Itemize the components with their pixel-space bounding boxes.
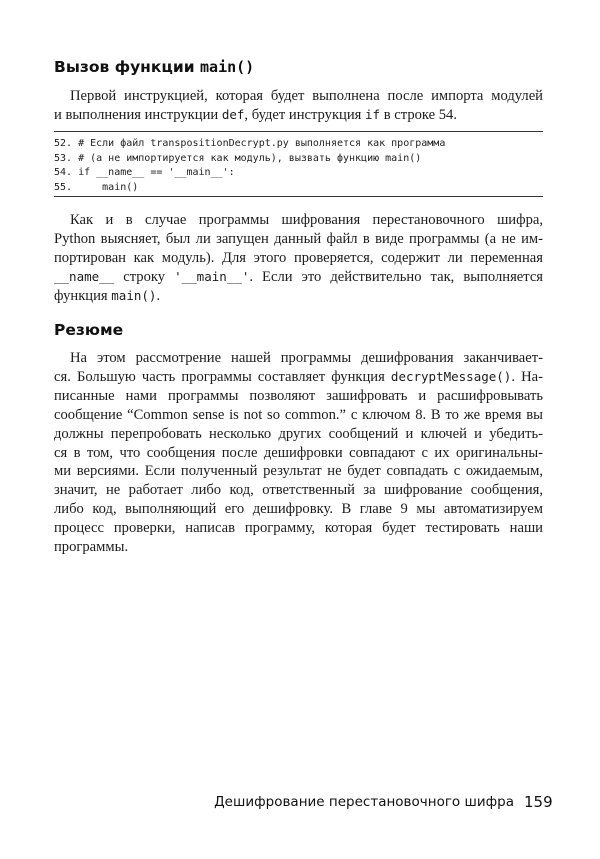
- page-footer: [0, 794, 600, 814]
- text-run: ся в том, что сообщения после дешифровки совпадают с их оригинальны-: [54, 444, 543, 461]
- text-run: ся. Большую часть программы составляет функция: [54, 368, 391, 385]
- text-line: [54, 444, 543, 463]
- text-run: ми версиями. Если полученный результат не будет совпадать с ожидаемым,: [54, 463, 543, 480]
- code-top-rule: [54, 131, 543, 132]
- heading-code: main(): [200, 58, 255, 76]
- inline-code: decryptMessage(): [390, 368, 512, 384]
- text-run: На этом рассмотрение нашей программы дешифрования заканчивает-: [70, 350, 543, 366]
- text-line: [54, 500, 543, 519]
- section-heading-main-call: [54, 58, 254, 76]
- text-run: в строке 54.: [380, 106, 458, 123]
- text-run: сообщение “Common sense is not so common.” с ключом 8. В то же время вы: [54, 406, 543, 423]
- explanation-paragraph: [54, 211, 543, 306]
- text-line: [54, 425, 543, 444]
- code-line: 55. main(): [54, 181, 139, 193]
- text-run: процесс проверки, написав программу, которая будет тестировать наши: [54, 520, 543, 537]
- inline-code: __name__: [54, 268, 115, 284]
- code-line: 52. # Если файл transpositionDecrypt.py выполняется как программа: [54, 138, 446, 149]
- text-line: [54, 287, 543, 306]
- text-run: , будет инструкция: [244, 106, 366, 123]
- running-footer-title: Дешифрование перестановочного шифра: [214, 794, 514, 810]
- summary-paragraph: [54, 349, 543, 557]
- text-run: писанные нами программы позволяют зашифровать и расшифровывать: [54, 387, 543, 404]
- text-line: [54, 230, 543, 249]
- text-run: программы.: [54, 539, 129, 556]
- text-line: [54, 462, 543, 481]
- page-number: 159: [524, 793, 553, 811]
- text-line: [54, 106, 543, 125]
- text-line: [54, 87, 543, 106]
- heading-text: Вызов функции: [54, 58, 201, 76]
- code-bottom-rule: [54, 196, 543, 197]
- text-line: [54, 211, 543, 230]
- text-run: либо код, выполняющий его дешифровку. В главе 9 мы автоматизируем: [54, 501, 543, 518]
- code-listing: [54, 137, 543, 195]
- text-run: Как и в случае программы шифрования перестановочного шифра,: [70, 212, 543, 228]
- text-line: [54, 368, 543, 387]
- text-line: [54, 387, 543, 406]
- text-run: и выполнения инструкции: [54, 106, 222, 123]
- inline-code: def: [221, 106, 245, 122]
- text-line: [54, 538, 543, 557]
- text-line: [54, 268, 543, 287]
- inline-code: main(): [111, 287, 157, 303]
- code-line: 53. # (а не импортируется как модуль), вызвать функцию main(): [54, 152, 422, 164]
- text-line: [54, 349, 543, 368]
- inline-code: if: [365, 106, 381, 122]
- text-run: . Если это действительно так, выполняется: [249, 268, 544, 285]
- text-run: Python выясняет, был ли запущен данный файл в виде программы (а не им-: [54, 230, 543, 247]
- text-line: [54, 519, 543, 538]
- text-run: строку: [114, 268, 175, 285]
- text-run: должны перепробовать несколько других сообщений и ключей и убедить-: [54, 425, 543, 442]
- text-run: функция: [54, 287, 112, 304]
- text-run: .: [156, 287, 161, 304]
- text-run: . На-: [511, 368, 543, 385]
- inline-code: '__main__': [174, 268, 250, 284]
- text-line: [54, 406, 543, 425]
- text-line: [54, 481, 543, 500]
- text-line: [54, 249, 543, 268]
- text-run: портирован как модуль). Для этого проверяется, содержит ли переменная: [54, 249, 543, 266]
- text-run: значит, не работает либо код, ответственный за шифрование сообщения,: [54, 482, 543, 499]
- intro-paragraph: [54, 87, 543, 125]
- section-heading-summary: Резюме: [54, 321, 124, 339]
- text-run: Первой инструкцией, которая будет выполнена после импорта модулей: [70, 88, 543, 104]
- code-line: 54. if __name__ == '__main__':: [54, 167, 235, 178]
